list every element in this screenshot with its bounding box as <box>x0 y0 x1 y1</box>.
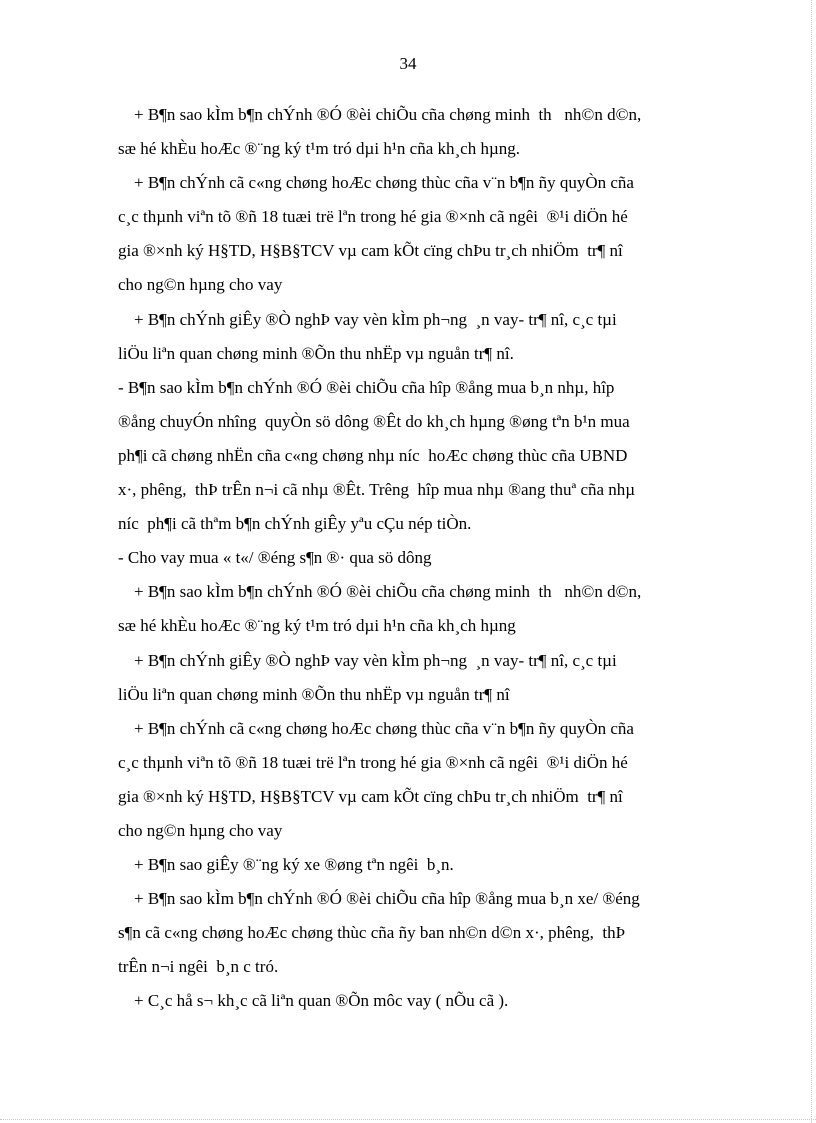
body-text <box>118 98 706 1019</box>
text-line: gia ®×nh ký H§TD, H§B§TCV vµ cam kÕt cïng chÞu tr¸ch nhiÖm tr¶ nî <box>118 241 623 261</box>
text-line: cho ng©n hµng cho vay <box>118 275 283 295</box>
text-line: gia ®×nh ký H§TD, H§B§TCV vµ cam kÕt cïng chÞu tr¸ch nhiÖm tr¶ nî <box>118 786 623 806</box>
text-line: c¸c thµnh viªn tõ ®ñ 18 tuæi trë lªn trong hé gia ®×nh cã ngêi ®¹i diÖn hé <box>118 207 628 227</box>
page-edge-bottom <box>0 1119 816 1120</box>
text-line: sæ hé khÈu hoÆc ®¨ng ký t¹m tró dµi h¹n cña kh¸ch hµng <box>118 616 516 636</box>
text-line: liÖu liªn quan chøng minh ®Õn thu nhËp vµ nguån tr¶ nî <box>118 684 510 704</box>
text-line: + B¶n chÝnh cã c«ng chøng hoÆc chøng thùc cña v¨n b¶n ñy quyÒn cña <box>134 718 634 738</box>
text-line: trÊn n¬i ngêi b¸n c tró. <box>118 957 279 977</box>
text-line: - Cho vay mua « t«/ ®éng s¶n ®· qua sö dông <box>118 548 432 568</box>
text-line: - B¶n sao kÌm b¶n chÝnh ®Ó ®èi chiÕu cña hîp ®ång mua b¸n nhµ, hîp <box>118 377 615 397</box>
text-line: + B¶n chÝnh cã c«ng chøng hoÆc chøng thùc cña v¨n b¶n ñy quyÒn cña <box>134 173 634 193</box>
text-line: c¸c thµnh viªn tõ ®ñ 18 tuæi trë lªn trong hé gia ®×nh cã ngêi ®¹i diÖn hé <box>118 752 628 772</box>
text-line: + C¸c hå s¬ kh¸c cã liªn quan ®Õn môc vay ( nÕu cã ). <box>134 991 509 1011</box>
text-line: x·, phêng, thÞ trÊn n¬i cã nhµ ®Êt. Trêng hîp mua nhµ ®ang thuª cña nhµ <box>118 480 636 500</box>
text-line: ®ång chuyÓn nhîng quyÒn sö dông ®Êt do kh¸ch hµng ®øng tªn b¹n mua <box>118 411 630 431</box>
text-line: + B¶n sao kÌm b¶n chÝnh ®Ó ®èi chiÕu cña hîp ®ång mua b¸n xe/ ®éng <box>134 889 640 909</box>
text-line: + B¶n sao kÌm b¶n chÝnh ®Ó ®èi chiÕu cña chøng minh th nh©n d©n, <box>134 105 642 124</box>
text-line: níc ph¶i cã thªm b¶n chÝnh giÊy yªu cÇu nép tiÒn. <box>118 514 472 534</box>
text-line: + B¶n sao giÊy ®¨ng ký xe ®øng tªn ngêi b¸n. <box>134 855 454 875</box>
text-line: s¶n cã c«ng chøng hoÆc chøng thùc cña ñy ban nh©n d©n x·, phêng, thÞ <box>118 923 626 943</box>
page-edge-right <box>811 0 812 1123</box>
text-line: ph¶i cã chøng nhËn cña c«ng chøng nhµ níc hoÆc chøng thùc cña UBND <box>118 445 628 465</box>
text-line: + B¶n chÝnh giÊy ®Ò nghÞ vay vèn kÌm ph¬ng ¸n vay- tr¶ nî, c¸c tµi <box>134 650 617 670</box>
page-number: 34 <box>399 54 417 73</box>
text-line: cho ng©n hµng cho vay <box>118 820 283 840</box>
text-line: sæ hé khÈu hoÆc ®¨ng ký t¹m tró dµi h¹n cña kh¸ch hµng. <box>118 139 521 159</box>
text-line: liÖu liªn quan chøng minh ®Õn thu nhËp vµ nguån tr¶ nî. <box>118 343 514 363</box>
text-line: + B¶n chÝnh giÊy ®Ò nghÞ vay vèn kÌm ph¬ng ¸n vay- tr¶ nî, c¸c tµi <box>134 309 617 329</box>
text-line: + B¶n sao kÌm b¶n chÝnh ®Ó ®èi chiÕu cña chøng minh th nh©n d©n, <box>134 582 642 602</box>
